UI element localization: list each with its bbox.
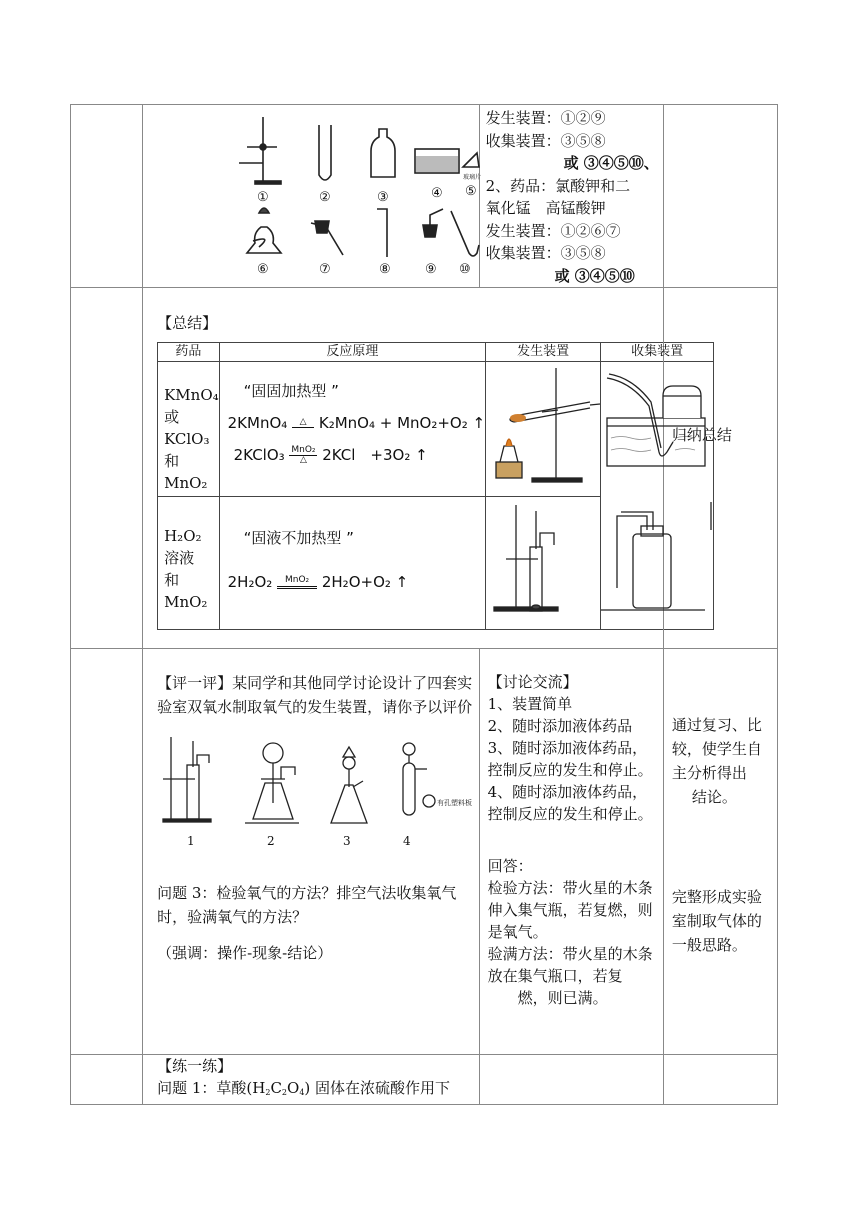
summary-heading: 【总结】 [157,314,218,332]
label-9: ⑨ [425,262,437,277]
note-compare-end: 结论。 [691,788,737,806]
app-label-3: 3 [343,834,351,848]
label-10: ⑩ [459,262,471,277]
app-label-4: 4 [403,834,411,848]
answer-full-end: 燃，则已满。 [517,989,608,1007]
row-evaluate [71,649,778,1055]
answer-check: 检验方法：带火星的木条伸入集气瓶，若复燃，则是氧气。 [487,879,653,941]
lesson-table [70,104,778,1105]
pq-suffix: ) 固体在浓硫酸作用下 [304,1079,451,1097]
pq-c: C [270,1079,282,1097]
row1-figure-cell [143,105,482,288]
discuss-3: 3、随时添加液体药品，控制反应的发生和停止。 [487,739,653,779]
collector-cell [601,362,714,630]
principle-1 [219,362,485,497]
app4-tag: 有孔塑料板 [437,799,473,807]
discuss-title: 【讨论交流】 [487,673,578,691]
pq-prefix: 问题 1：草酸(H [157,1079,266,1097]
eq3-right: 2H₂O+O₂ ↑ [321,573,409,591]
apparatus-figure [143,105,482,285]
row2-stage-cell [71,288,143,649]
pq-o: O [287,1079,300,1097]
pq-sub-o: 4 [299,1088,305,1097]
row1-note-cell [663,105,777,288]
drug-2-line-2: 溶液 [164,549,195,567]
pq-sub-c: 2 [281,1088,288,1097]
practice-question-1 [157,1077,474,1104]
eq3-left: 2H₂O₂ [227,573,273,591]
label-1: ① [257,190,269,205]
answer-title: 回答： [487,857,533,875]
app-label-2: 2 [267,834,275,848]
header-collector: 收集装置 [601,343,714,362]
label-6: ⑥ [257,262,269,277]
type-2: “固液不加热型 ” [243,529,354,547]
label-5: ⑤ [465,184,477,199]
row1-stage-cell [71,105,143,288]
row-apparatus [71,105,778,288]
generator-1 [486,362,601,497]
answer-line-6: 发生装置：①②⑥⑦ [485,221,621,240]
row3-stage-cell [71,649,143,1055]
summary-cell [143,288,684,649]
row1-answer-cell [479,105,663,288]
answer-line-1: 发生装置：①②⑨ [485,109,606,127]
question-3: 问题 3：检验氧气的方法？排空气法收集氧气时，验满氧气的方法？ [157,884,457,926]
emphasis: （强调：操作-现象-结论） [157,944,333,962]
discuss-1: 1、装置简单 [487,695,573,713]
glass-label: 玻璃片 [463,174,482,181]
liquid-apparatus-figure [486,497,600,623]
header-drug: 药品 [158,343,220,362]
summary-note: 归纳总结 [671,426,732,444]
answer-line-2: 收集装置：③⑤⑧ [485,131,606,150]
principle-2 [219,497,485,630]
row4-stage-cell [71,1055,143,1105]
drug-1 [158,362,220,497]
header-generator: 发生装置 [486,343,601,362]
row4-note-cell [663,1055,777,1105]
drug-2 [158,497,220,630]
answer-line-7: 收集装置：③⑤⑧ [485,244,606,262]
answer-line-3: 或 ③④⑤⑩、 [563,154,659,172]
evaluate-note-cell [663,649,777,1055]
discussion-cell [479,649,663,1055]
label-2: ② [319,190,331,205]
practice-heading: 【练一练】 [157,1057,233,1075]
row4-activity-cell [479,1055,663,1105]
heating-apparatus-figure [486,362,600,490]
row-summary [71,288,778,649]
eq1-cond: △ [292,417,314,428]
app-label-1: 1 [187,834,195,848]
eq2-cond-bot: △ [299,455,307,465]
equation-1 [228,412,485,434]
eq1-left: 2KMnO₄ [227,414,288,432]
eq3-cond [277,576,317,589]
equation-2 [228,444,485,466]
eq2-right: 2KCl +3O₂ ↑ [322,446,428,464]
eq2-cond [289,446,317,465]
eq2-left: 2KClO₃ [233,446,285,464]
label-8: ⑧ [379,262,391,277]
evaluate-cell [143,649,479,1055]
collection-apparatus-figure [601,362,713,622]
drug-1-line-3: 和 MnO₂ [164,452,208,492]
discuss-2: 2、随时添加液体药品 [487,717,633,735]
eq3-cond-top: MnO₂ [277,576,317,589]
generator-2 [486,497,601,630]
note-complete: 完整形成实验室制取气体的一般思路。 [671,888,762,954]
equation-3 [228,571,485,593]
note-compare: 通过复习、比较，使学生自主分析得出 [671,716,762,782]
drug-2-line-1: H₂O₂ [164,527,202,545]
summary-table [157,342,714,630]
eq2-cond-top: MnO₂ [291,445,316,455]
answer-line-5: 氧化锰 高锰酸钾 [485,199,606,217]
answer-line-8: 或 ③④⑤⑩ [554,266,635,285]
row-practice [71,1055,778,1105]
label-3: ③ [377,190,389,205]
drug-2-line-3: 和 MnO₂ [164,571,208,611]
header-principle: 反应原理 [219,343,485,362]
pq-sub-h: 2 [265,1088,271,1097]
discuss-4: 4、随时添加液体药品，控制反应的发生和停止。 [487,783,653,823]
type-1: “固固加热型 ” [243,382,339,400]
evaluate-prompt: 【评一评】某同学和其他同学讨论设计了四套实验室双氧水制取氧气的发生装置，请你予以评价 [157,674,473,716]
practice-cell [143,1055,479,1105]
answer-line-4: 2、药品：氯酸钾和二 [485,176,631,195]
four-apparatus-figure [157,733,477,853]
label-7: ⑦ [319,262,331,277]
drug-1-line-1: KMnO₄ 或 [164,386,219,426]
answer-full: 验满方法：带火星的木条放在集气瓶口，若复 [487,945,653,985]
label-4: ④ [431,186,443,201]
eq1-right: K₂MnO₄ + MnO₂+O₂ ↑ [318,414,486,432]
drug-1-line-2: KClO₃ [164,430,210,448]
